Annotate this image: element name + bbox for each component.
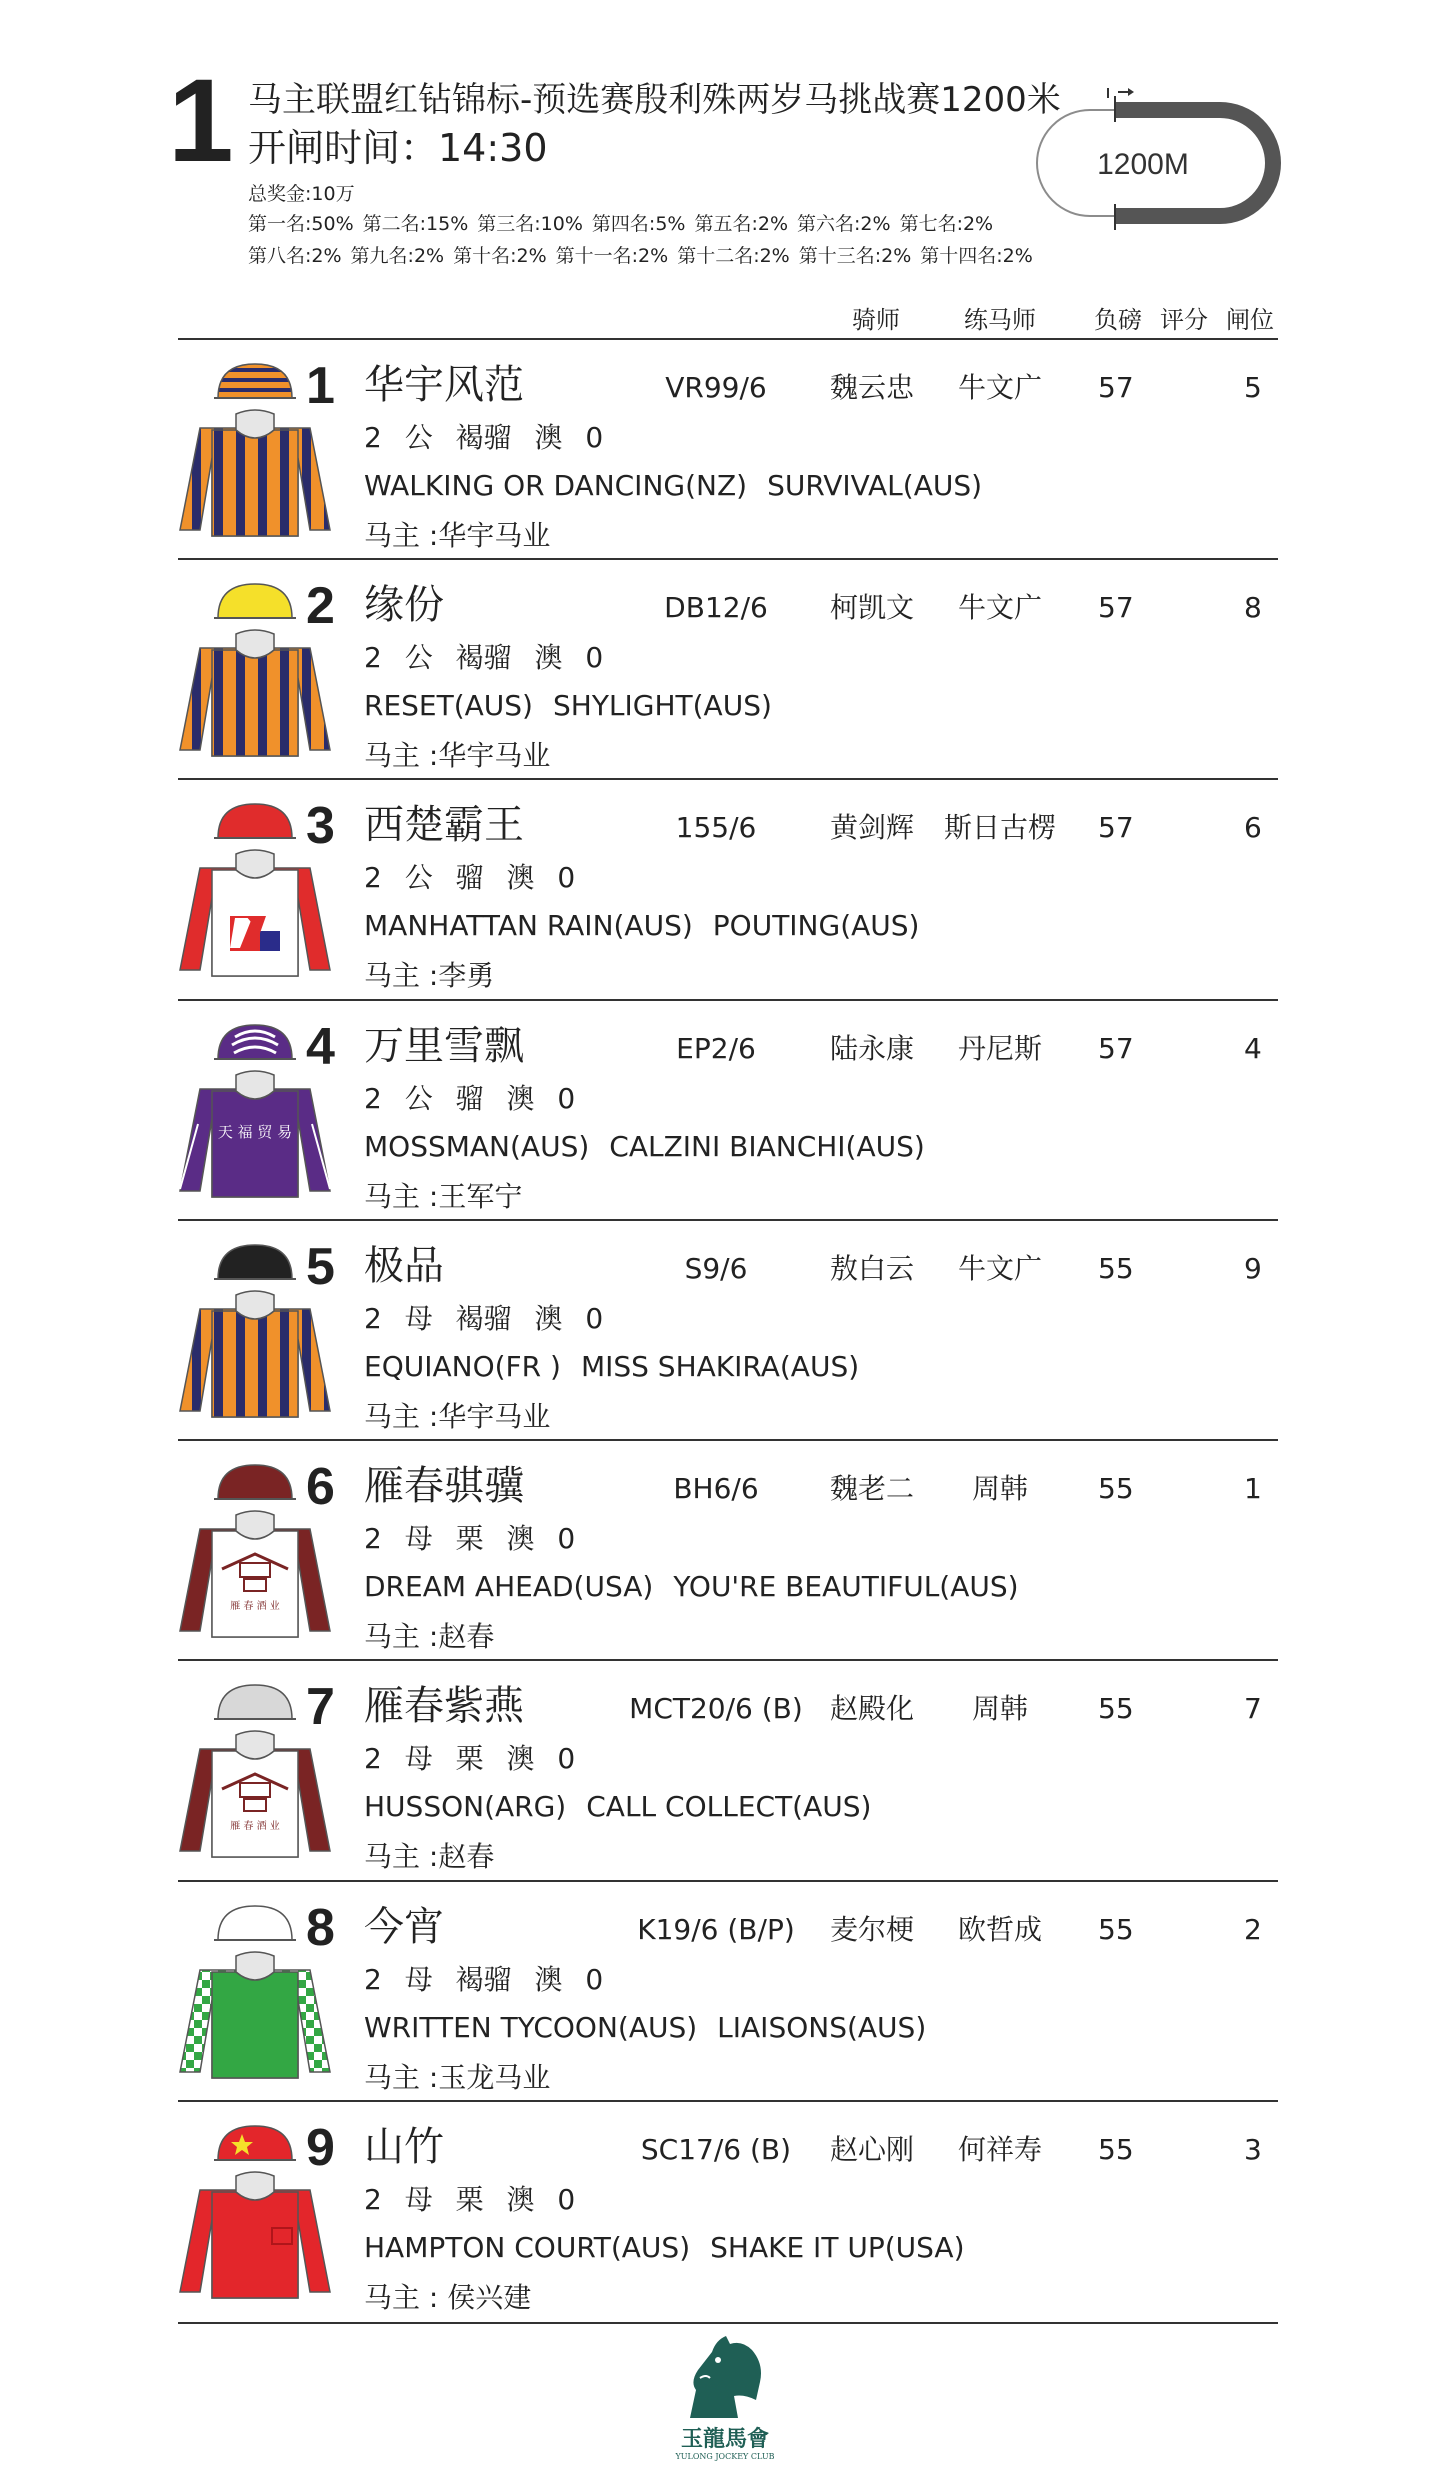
pedigree (364, 1129, 945, 1165)
carried-weight: 57 (1098, 591, 1134, 624)
horse-info: 2 母 栗 澳 0 (364, 1522, 576, 1555)
dam: CALL COLLECT(AUS) (586, 1790, 872, 1823)
trainer-name: 周韩 (971, 1472, 1028, 1505)
row-divider (178, 999, 1278, 1001)
jockey-name: 赵心刚 (830, 2133, 915, 2166)
sire: DREAM AHEAD(USA) (364, 1570, 654, 1603)
entry-row (0, 2102, 1452, 2322)
carried-weight: 55 (1098, 1472, 1134, 1505)
prize-8: 第八名:2% (248, 245, 342, 267)
jockey-name: 赵殿化 (830, 1692, 915, 1725)
prize-10: 第十名:2% (453, 245, 547, 267)
logo-name-en: YULONG JOCKEY CLUB (675, 2452, 775, 2461)
gate-number: 3 (1244, 2133, 1262, 2166)
row-divider (178, 2100, 1278, 2102)
prize-2: 第二名:15% (362, 213, 469, 235)
col-trainer: 练马师 (964, 306, 1036, 334)
race-title: 马主联盟红钻锦标-预选赛殷利殊两岁马挑战赛1200米 (248, 80, 1061, 120)
horse-rating-code: EP2/6 (676, 1032, 756, 1065)
horse-number: 9 (306, 2119, 335, 2177)
entry-row (0, 340, 1452, 560)
trainer-name: 斯日古楞 (943, 811, 1056, 844)
entry-row (0, 1001, 1452, 1221)
prize-12: 第十二名:2% (677, 245, 790, 267)
horse-name: 山竹 (364, 2124, 444, 2170)
prize-11: 第十一名:2% (555, 245, 669, 267)
prize-4: 第四名:5% (591, 213, 686, 235)
row-divider (178, 2322, 1278, 2324)
horse-number: 3 (306, 797, 335, 855)
jockey-name: 黄剑辉 (830, 811, 915, 844)
sire: WRITTEN TYCOON(AUS) (364, 2011, 698, 2044)
entry-row (0, 1441, 1452, 1661)
pedigree (364, 1349, 879, 1385)
dam: LIAISONS(AUS) (717, 2011, 927, 2044)
horse-number: 5 (306, 1238, 335, 1296)
sire: WALKING OR DANCING(NZ) (364, 469, 748, 502)
gate-number: 1 (1244, 1472, 1262, 1505)
horse-rating-code: K19/6 (B/P) (637, 1913, 795, 1946)
horse-number: 1 (306, 357, 335, 415)
horse-number: 7 (306, 1678, 335, 1736)
prize-total: 总奖金:10万 (248, 183, 355, 205)
carried-weight: 55 (1098, 1913, 1134, 1946)
horse-info: 2 公 骝 澳 0 (364, 1082, 576, 1115)
prize-3: 第三名:10% (477, 213, 583, 235)
horse-name: 雁春紫燕 (364, 1683, 524, 1729)
carried-weight: 57 (1098, 811, 1134, 844)
prize-breakdown-line-1 (248, 212, 1002, 236)
pedigree (364, 688, 792, 724)
cap (218, 2126, 292, 2160)
pedigree (364, 1789, 891, 1825)
sire: EQUIANO(FR ) (364, 1350, 561, 1383)
entry-row (0, 780, 1452, 1000)
prize-14: 第十四名:2% (920, 245, 1033, 267)
race-start-time: 开闸时间：14:30 (248, 126, 548, 170)
horse-rating-code: VR99/6 (665, 371, 767, 404)
owner: 马主 :华宇马业 (364, 519, 551, 552)
entry-row (0, 1221, 1452, 1441)
horse-name: 雁春骐骥 (364, 1463, 524, 1509)
row-divider (178, 1659, 1278, 1661)
horse-rating-code: 155/6 (675, 811, 757, 844)
col-gate: 闸位 (1226, 306, 1274, 334)
cap (218, 804, 292, 838)
prize-7: 第七名:2% (899, 213, 994, 235)
track-diagram (1000, 78, 1290, 248)
col-jockey: 骑师 (852, 306, 900, 334)
trainer-name: 牛文广 (957, 371, 1042, 404)
prize-breakdown-line-2 (248, 244, 1042, 268)
horse-rating-code: SC17/6 (B) (640, 2133, 792, 2166)
cap (218, 1906, 292, 1940)
entry-row (0, 560, 1452, 780)
silk-lettering: 雁 春 酒 业 (230, 1821, 280, 1832)
owner: 马主 :华宇马业 (364, 1400, 551, 1433)
horse-info: 2 公 褐骝 澳 0 (364, 641, 604, 674)
row-divider (178, 1880, 1278, 1882)
horse-name: 今宵 (364, 1904, 444, 1950)
gate-number: 2 (1244, 1913, 1262, 1946)
gate-number: 8 (1244, 591, 1262, 624)
trainer-name: 周韩 (971, 1692, 1028, 1725)
sire: MOSSMAN(AUS) (364, 1130, 590, 1163)
dam: YOU'RE BEAUTIFUL(AUS) (673, 1570, 1019, 1603)
owner: 马主 :华宇马业 (364, 739, 551, 772)
dam: SHYLIGHT(AUS) (552, 689, 772, 722)
pedigree (364, 2230, 985, 2266)
prize-13: 第十三名:2% (798, 245, 912, 267)
carried-weight: 55 (1098, 2133, 1134, 2166)
trainer-name: 丹尼斯 (957, 1032, 1042, 1065)
horse-head-icon (660, 2330, 790, 2422)
owner: 马主 : 侯兴建 (364, 2281, 532, 2314)
dam: SURVIVAL(AUS) (767, 469, 983, 502)
owner: 马主 :赵春 (364, 1840, 495, 1873)
entry-row (0, 1661, 1452, 1881)
jockey-name: 魏老二 (830, 1472, 915, 1505)
column-headers (0, 300, 1452, 336)
horse-number: 6 (306, 1458, 335, 1516)
trainer-name: 欧哲成 (957, 1913, 1042, 1946)
track-distance-label: 1200M (1097, 148, 1189, 181)
horse-info: 2 公 骝 澳 0 (364, 861, 576, 894)
horse-name: 西楚霸王 (364, 802, 524, 848)
carried-weight: 55 (1098, 1252, 1134, 1285)
pedigree (364, 2010, 946, 2046)
silk-lettering: 天 福 贸 易 (217, 1123, 293, 1141)
dam: CALZINI BIANCHI(AUS) (609, 1130, 925, 1163)
row-divider (178, 558, 1278, 560)
pedigree (364, 908, 939, 944)
owner: 马主 :赵春 (364, 1620, 495, 1653)
row-divider (178, 1219, 1278, 1221)
horse-number: 2 (306, 577, 335, 635)
entry-row (0, 1882, 1452, 2102)
pedigree (364, 468, 1002, 504)
horse-rating-code: BH6/6 (673, 1472, 759, 1505)
row-divider (178, 338, 1278, 340)
horse-info: 2 母 栗 澳 0 (364, 2183, 576, 2216)
col-rating: 评分 (1160, 306, 1208, 334)
trainer-name: 牛文广 (957, 591, 1042, 624)
col-weight: 负磅 (1094, 306, 1142, 334)
logo-name: 玉龍馬會 (680, 2426, 769, 2452)
sire: HAMPTON COURT(AUS) (364, 2231, 691, 2264)
gate-number: 5 (1244, 371, 1262, 404)
trainer-name: 何祥寿 (957, 2133, 1042, 2166)
owner: 马主 :王军宁 (364, 1180, 523, 1213)
horse-rating-code: MCT20/6 (B) (629, 1692, 803, 1725)
owner: 马主 :玉龙马业 (364, 2061, 551, 2094)
horse-name: 极品 (364, 1243, 444, 1289)
row-divider (178, 1439, 1278, 1441)
jockey-name: 陆永康 (830, 1032, 915, 1065)
cap (218, 1465, 292, 1499)
horse-rating-code: DB12/6 (664, 591, 768, 624)
cap (218, 1245, 292, 1279)
pedigree (364, 1569, 1039, 1605)
dam: SHAKE IT UP(USA) (710, 2231, 965, 2264)
row-divider (178, 778, 1278, 780)
gate-number: 4 (1244, 1032, 1262, 1065)
prize-1: 第一名:50% (248, 213, 354, 235)
prize-5: 第五名:2% (694, 213, 789, 235)
trainer-name: 牛文广 (957, 1252, 1042, 1285)
horse-name: 万里雪飘 (364, 1023, 524, 1069)
cap (218, 584, 292, 618)
horse-number: 4 (306, 1018, 335, 1076)
horse-name: 缘份 (364, 582, 444, 628)
carried-weight: 57 (1098, 371, 1134, 404)
sire: MANHATTAN RAIN(AUS) (364, 909, 693, 942)
gate-number: 6 (1244, 811, 1262, 844)
club-logo (660, 2330, 790, 2460)
dam: POUTING(AUS) (712, 909, 920, 942)
race-number: 1 (168, 55, 234, 187)
sire: RESET(AUS) (364, 689, 533, 722)
jockey-name: 魏云忠 (830, 371, 915, 404)
horse-number: 8 (306, 1899, 335, 1957)
horse-info: 2 母 褐骝 澳 0 (364, 1963, 604, 1996)
cap (218, 364, 292, 398)
carried-weight: 55 (1098, 1692, 1134, 1725)
cap (218, 1685, 292, 1719)
jockey-name: 麦尔梗 (830, 1913, 915, 1946)
gate-number: 7 (1244, 1692, 1262, 1725)
horse-rating-code: S9/6 (684, 1252, 748, 1285)
sire: HUSSON(ARG) (364, 1790, 567, 1823)
horse-info: 2 母 褐骝 澳 0 (364, 1302, 604, 1335)
horse-info: 2 公 褐骝 澳 0 (364, 421, 604, 454)
carried-weight: 57 (1098, 1032, 1134, 1065)
jockey-name: 柯凯文 (830, 591, 915, 624)
horse-name: 华宇风范 (364, 362, 524, 408)
jockey-name: 敖白云 (830, 1252, 915, 1285)
gate-number: 9 (1244, 1252, 1262, 1285)
prize-6: 第六名:2% (797, 213, 891, 235)
silk-lettering: 雁 春 酒 业 (230, 1601, 280, 1612)
owner: 马主 :李勇 (364, 959, 495, 992)
dam: MISS SHAKIRA(AUS) (580, 1350, 860, 1383)
prize-9: 第九名:2% (350, 245, 445, 267)
horse-info: 2 母 栗 澳 0 (364, 1742, 576, 1775)
